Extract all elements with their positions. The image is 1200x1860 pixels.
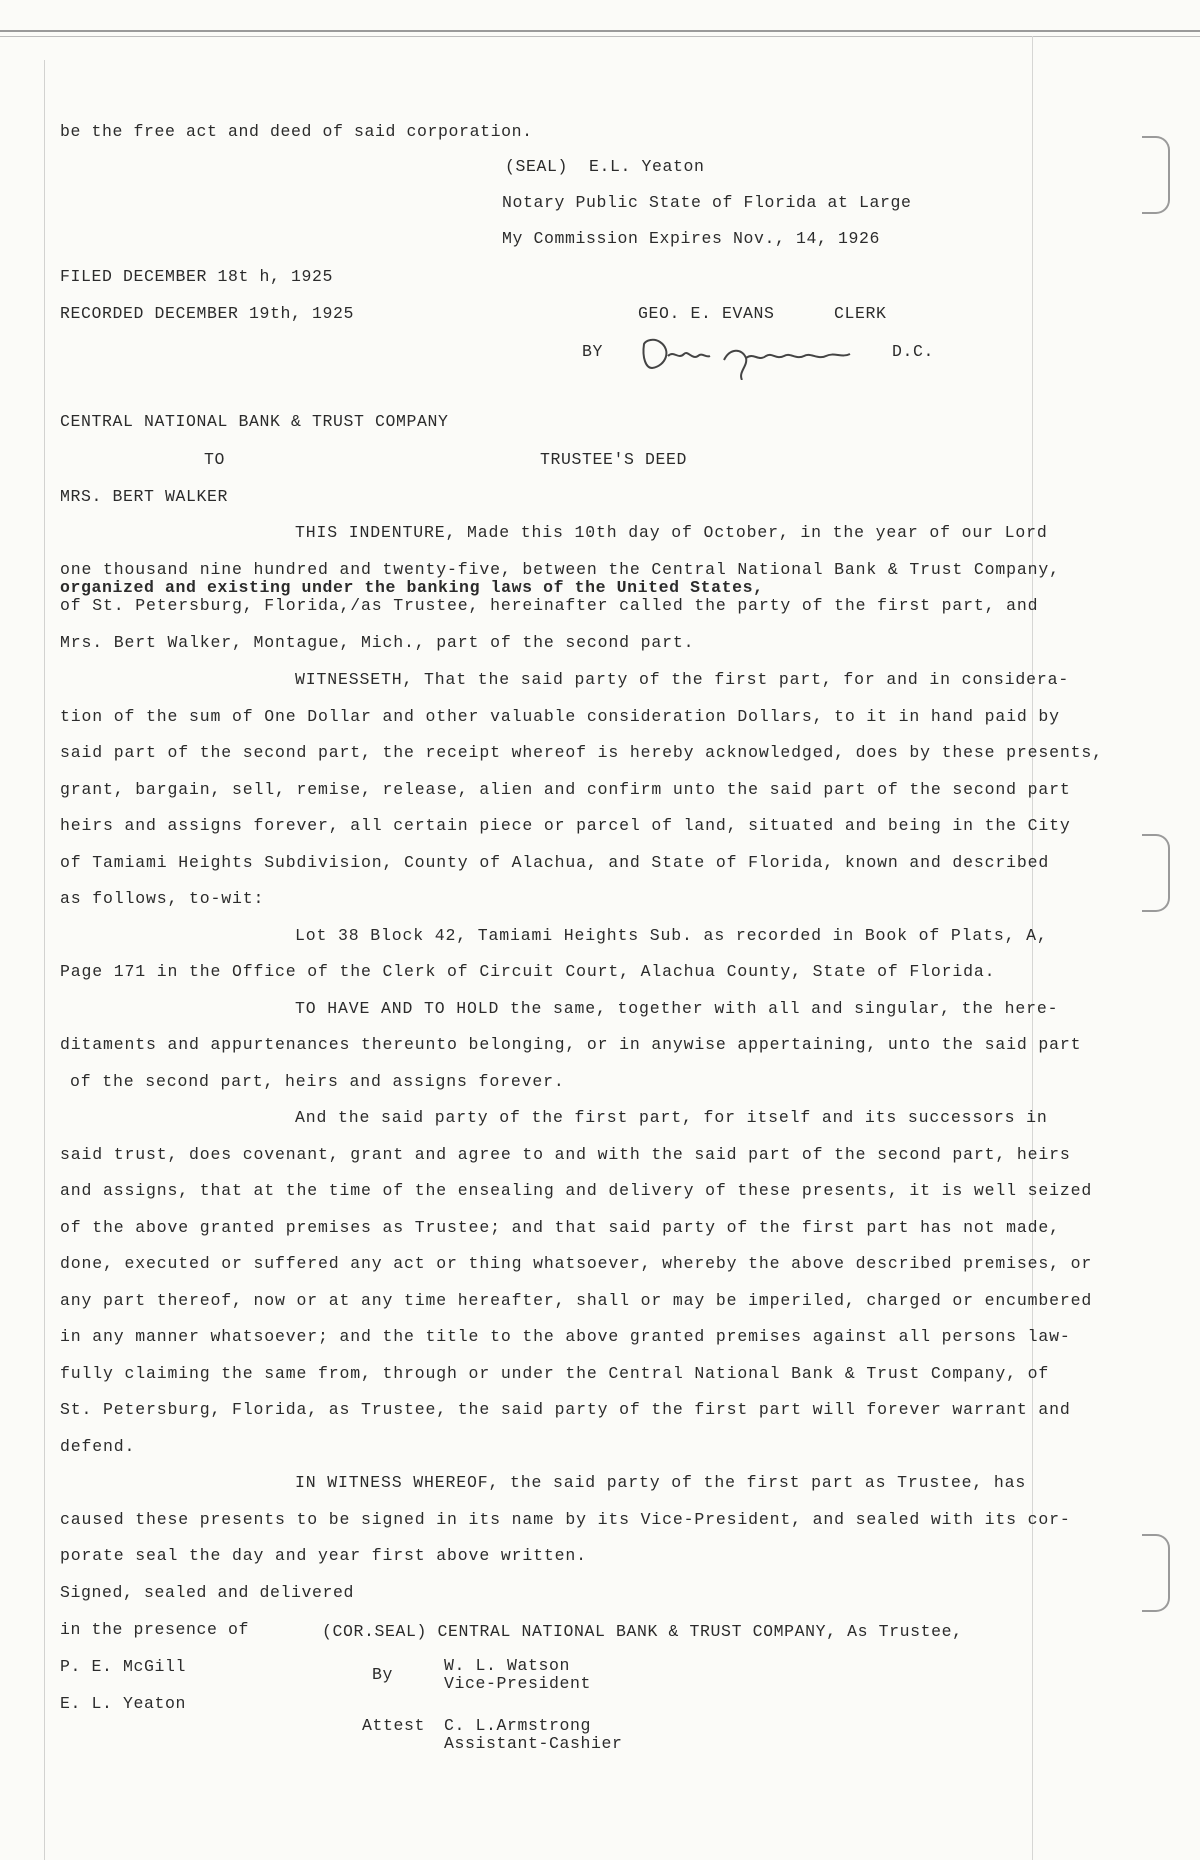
deed-type: TRUSTEE'S DEED xyxy=(540,450,688,469)
body-line: defend. xyxy=(60,1437,136,1456)
attester-name: C. L.Armstrong xyxy=(444,1716,592,1735)
body-line: as follows, to-wit: xyxy=(60,889,265,908)
attest-label: Attest xyxy=(362,1716,426,1735)
witness-name: E. L. Yeaton xyxy=(60,1694,187,1713)
body-line: TO HAVE AND TO HOLD the same, together with all and singular, the here- xyxy=(295,999,1059,1018)
body-line: WITNESSETH, That the said party of the first part, for and in considera- xyxy=(295,670,1070,689)
body-line: And the said party of the first part, for itself and its successors in xyxy=(295,1108,1048,1127)
body-line: St. Petersburg, Florida, as Trustee, the said party of the first part will forever warrant and xyxy=(60,1400,1071,1419)
recorded-date: RECORDED DECEMBER 19th, 1925 xyxy=(60,304,355,323)
body-line: porate seal the day and year first above written. xyxy=(60,1546,587,1565)
binder-punch-hole xyxy=(1142,834,1170,912)
notary-seal-line: (SEAL) E.L. Yeaton xyxy=(505,157,705,176)
body-line: said part of the second part, the receipt whereof is hereby acknowledged, does by these presents, xyxy=(60,743,1103,762)
body-line: any part thereof, now or at any time hereafter, shall or may be imperiled, charged or encumbered xyxy=(60,1291,1093,1310)
signer-by-label: By xyxy=(372,1665,394,1684)
signer-name: W. L. Watson xyxy=(444,1656,571,1675)
body-line: fully claiming the same from, through or under the Central National Bank & Trust Company, of xyxy=(60,1364,1050,1383)
body-line: of St. Petersburg, Florida,/as Trustee, hereinafter called the party of the first part, and xyxy=(60,596,1039,615)
body-line: caused these presents to be signed in its name by its Vice-President, and sealed with its cor- xyxy=(60,1510,1071,1529)
body-line: Mrs. Bert Walker, Montague, Mich., part of the second part. xyxy=(60,633,695,652)
body-line-insert: organized and existing under the banking laws of the United States, xyxy=(60,578,764,597)
body-line: heirs and assigns forever, all certain piece or parcel of land, situated and being in the City xyxy=(60,816,1071,835)
right-margin-rule xyxy=(1032,36,1033,1860)
heading-to: TO xyxy=(204,450,226,469)
body-line: ditaments and appurtenances thereunto belonging, or in anywise appertaining, unto the said part xyxy=(60,1035,1082,1054)
body-line: said trust, does covenant, grant and agree to and with the said part of the second part, heirs xyxy=(60,1145,1071,1164)
presence-line: in the presence of xyxy=(60,1620,250,1639)
body-line: Lot 38 Block 42, Tamiami Heights Sub. as recorded in Book of Plats, A, xyxy=(295,926,1048,945)
deputy-clerk-label: D.C. xyxy=(892,342,935,361)
corporate-seal-line: (COR.SEAL) CENTRAL NATIONAL BANK & TRUST COMPANY, As Trustee, xyxy=(322,1622,963,1641)
top-border-rule xyxy=(0,30,1200,32)
body-line: Page 171 in the Office of the Clerk of Circuit Court, Alachua County, State of Florida. xyxy=(60,962,996,981)
binder-punch-hole xyxy=(1142,136,1170,214)
grantor-name: CENTRAL NATIONAL BANK & TRUST COMPANY xyxy=(60,412,449,431)
body-line: tion of the sum of One Dollar and other valuable consideration Dollars, to it in hand paid by xyxy=(60,707,1060,726)
clerk-by-label: BY xyxy=(582,342,604,361)
binder-punch-hole xyxy=(1142,1534,1170,1612)
left-margin-rule xyxy=(44,60,45,1860)
notary-title: Notary Public State of Florida at Large xyxy=(502,193,912,212)
notary-act-line: be the free act and deed of said corporation. xyxy=(60,122,533,141)
witness-name: P. E. McGill xyxy=(60,1657,187,1676)
body-line: IN WITNESS WHEREOF, the said party of the first part as Trustee, has xyxy=(295,1473,1027,1492)
notary-commission: My Commission Expires Nov., 14, 1926 xyxy=(502,229,881,248)
attester-title: Assistant-Cashier xyxy=(444,1734,623,1753)
body-line: of the above granted premises as Trustee; and that said party of the first part has not made, xyxy=(60,1218,1060,1237)
body-line: of the second part, heirs and assigns forever. xyxy=(70,1072,565,1091)
body-line: done, executed or suffered any act or thing whatsoever, whereby the above described premises, or xyxy=(60,1254,1093,1273)
body-line: and assigns, that at the time of the ensealing and delivery of these presents, it is well seized xyxy=(60,1181,1093,1200)
signer-title: Vice-President xyxy=(444,1674,592,1693)
body-line: in any manner whatsoever; and the title to the above granted premises against all persons law- xyxy=(60,1327,1071,1346)
grantee-name: MRS. BERT WALKER xyxy=(60,487,229,506)
clerk-title: CLERK xyxy=(834,304,887,323)
filed-date: FILED DECEMBER 18t h, 1925 xyxy=(60,267,334,286)
body-line: THIS INDENTURE, Made this 10th day of October, in the year of our Lord xyxy=(295,523,1048,542)
clerk-name: GEO. E. EVANS xyxy=(638,304,775,323)
body-line: of Tamiami Heights Subdivision, County of Alachua, and State of Florida, known and described xyxy=(60,853,1050,872)
signed-sealed-line: Signed, sealed and delivered xyxy=(60,1583,355,1602)
body-line: grant, bargain, sell, remise, release, alien and confirm unto the said part of the second part xyxy=(60,780,1071,799)
top-border-rule-inner xyxy=(0,36,1200,37)
deputy-clerk-signature xyxy=(638,330,858,380)
body-line: one thousand nine hundred and twenty-five, between the Central National Bank & Trust Company, xyxy=(60,560,1060,579)
